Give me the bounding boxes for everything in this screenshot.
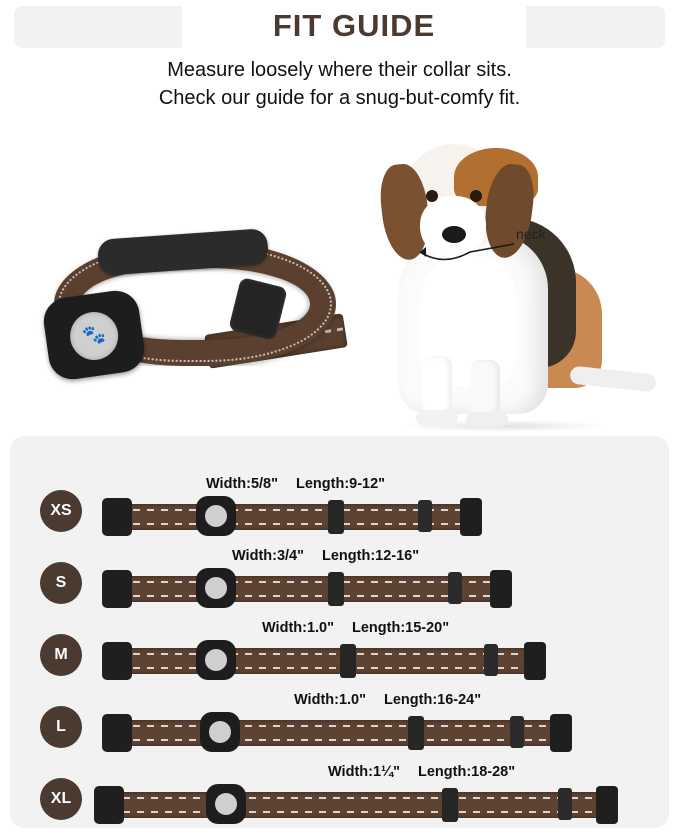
size-chart-panel [10, 436, 669, 828]
strip-end-s [490, 570, 512, 608]
width-label-m: Width:1.0" [262, 620, 334, 636]
size-row-s [10, 548, 669, 620]
length-label-s: Length:12-16" [322, 548, 420, 564]
subtitle-line-2: Check our guide for a snug-but-comfy fit. [158, 87, 521, 109]
strip-dring-l [510, 716, 524, 748]
collar-strip-m [105, 648, 530, 674]
strip-airtag-l [200, 712, 240, 752]
strip-slider-s [328, 572, 344, 606]
hero-section [0, 128, 679, 428]
strip-end-m [524, 642, 546, 680]
strip-dring-xl [558, 788, 572, 820]
dog-paw-left [416, 410, 458, 426]
strip-slider-l [408, 716, 424, 750]
neck-label: neck [516, 226, 546, 242]
width-label-xs: Width:5/8" [206, 476, 278, 492]
dog-paw-right [466, 412, 508, 427]
strip-dring-m [484, 644, 498, 676]
strip-buckle-xs [102, 498, 132, 536]
size-dimensions-m [262, 620, 449, 636]
strip-buckle-l [102, 714, 132, 752]
collar-product-image [38, 228, 348, 388]
strip-dring-s [448, 572, 462, 604]
strip-airtag-xl [206, 784, 246, 824]
size-badge-xs: XS [40, 490, 82, 532]
size-dimensions-xs [206, 476, 385, 492]
size-badge-xl: XL [40, 778, 82, 820]
dog-front-leg-left [422, 356, 452, 418]
size-badge-m: M [40, 634, 82, 676]
strip-end-l [550, 714, 572, 752]
strip-slider-xs [328, 500, 344, 534]
title-bar [14, 6, 665, 48]
length-label-l: Length:16-24" [384, 692, 482, 708]
airtag-holder [41, 288, 147, 383]
collar-strip-s [105, 576, 495, 602]
dog-tail [569, 366, 656, 393]
dog-photo [360, 138, 660, 438]
subtitle-line-1: Measure loosely where their collar sits. [167, 59, 512, 81]
title-plate [182, 6, 526, 48]
size-row-xl [10, 764, 669, 836]
collar-strip-xl [95, 792, 605, 818]
strip-buckle-m [102, 642, 132, 680]
strip-buckle-xl [94, 786, 124, 824]
strip-end-xs [460, 498, 482, 536]
size-row-l [10, 692, 669, 764]
subtitle-block [0, 56, 679, 112]
size-dimensions-xl [328, 764, 515, 780]
size-dimensions-l [294, 692, 481, 708]
strip-airtag-m [196, 640, 236, 680]
dog-eye-left [426, 190, 438, 202]
width-label-s: Width:3/4" [232, 548, 304, 564]
strip-airtag-s [196, 568, 236, 608]
neck-measure-line [418, 236, 518, 238]
dog-eye-right [470, 190, 482, 202]
length-label-xs: Length:9-12" [296, 476, 386, 492]
width-label-l: Width:1.0" [294, 692, 366, 708]
size-badge-s: S [40, 562, 82, 604]
strip-buckle-s [102, 570, 132, 608]
dog-front-leg-right [470, 360, 500, 418]
strip-dring-xs [418, 500, 432, 532]
paw-print-icon: 🐾 [80, 323, 108, 348]
length-label-xl: Length:18-28" [418, 764, 516, 780]
width-label-xl: Width:1¼" [328, 764, 400, 780]
strip-slider-xl [442, 788, 458, 822]
collar-strip-xs [105, 504, 465, 530]
collar-strip-l [105, 720, 557, 746]
strip-slider-m [340, 644, 356, 678]
strip-end-xl [596, 786, 618, 824]
size-row-m [10, 620, 669, 692]
size-dimensions-s [232, 548, 419, 564]
page-title: FIT GUIDE [272, 8, 436, 43]
length-label-m: Length:15-20" [352, 620, 450, 636]
size-row-xs [10, 476, 669, 548]
size-badge-l: L [40, 706, 82, 748]
strip-airtag-xs [196, 496, 236, 536]
